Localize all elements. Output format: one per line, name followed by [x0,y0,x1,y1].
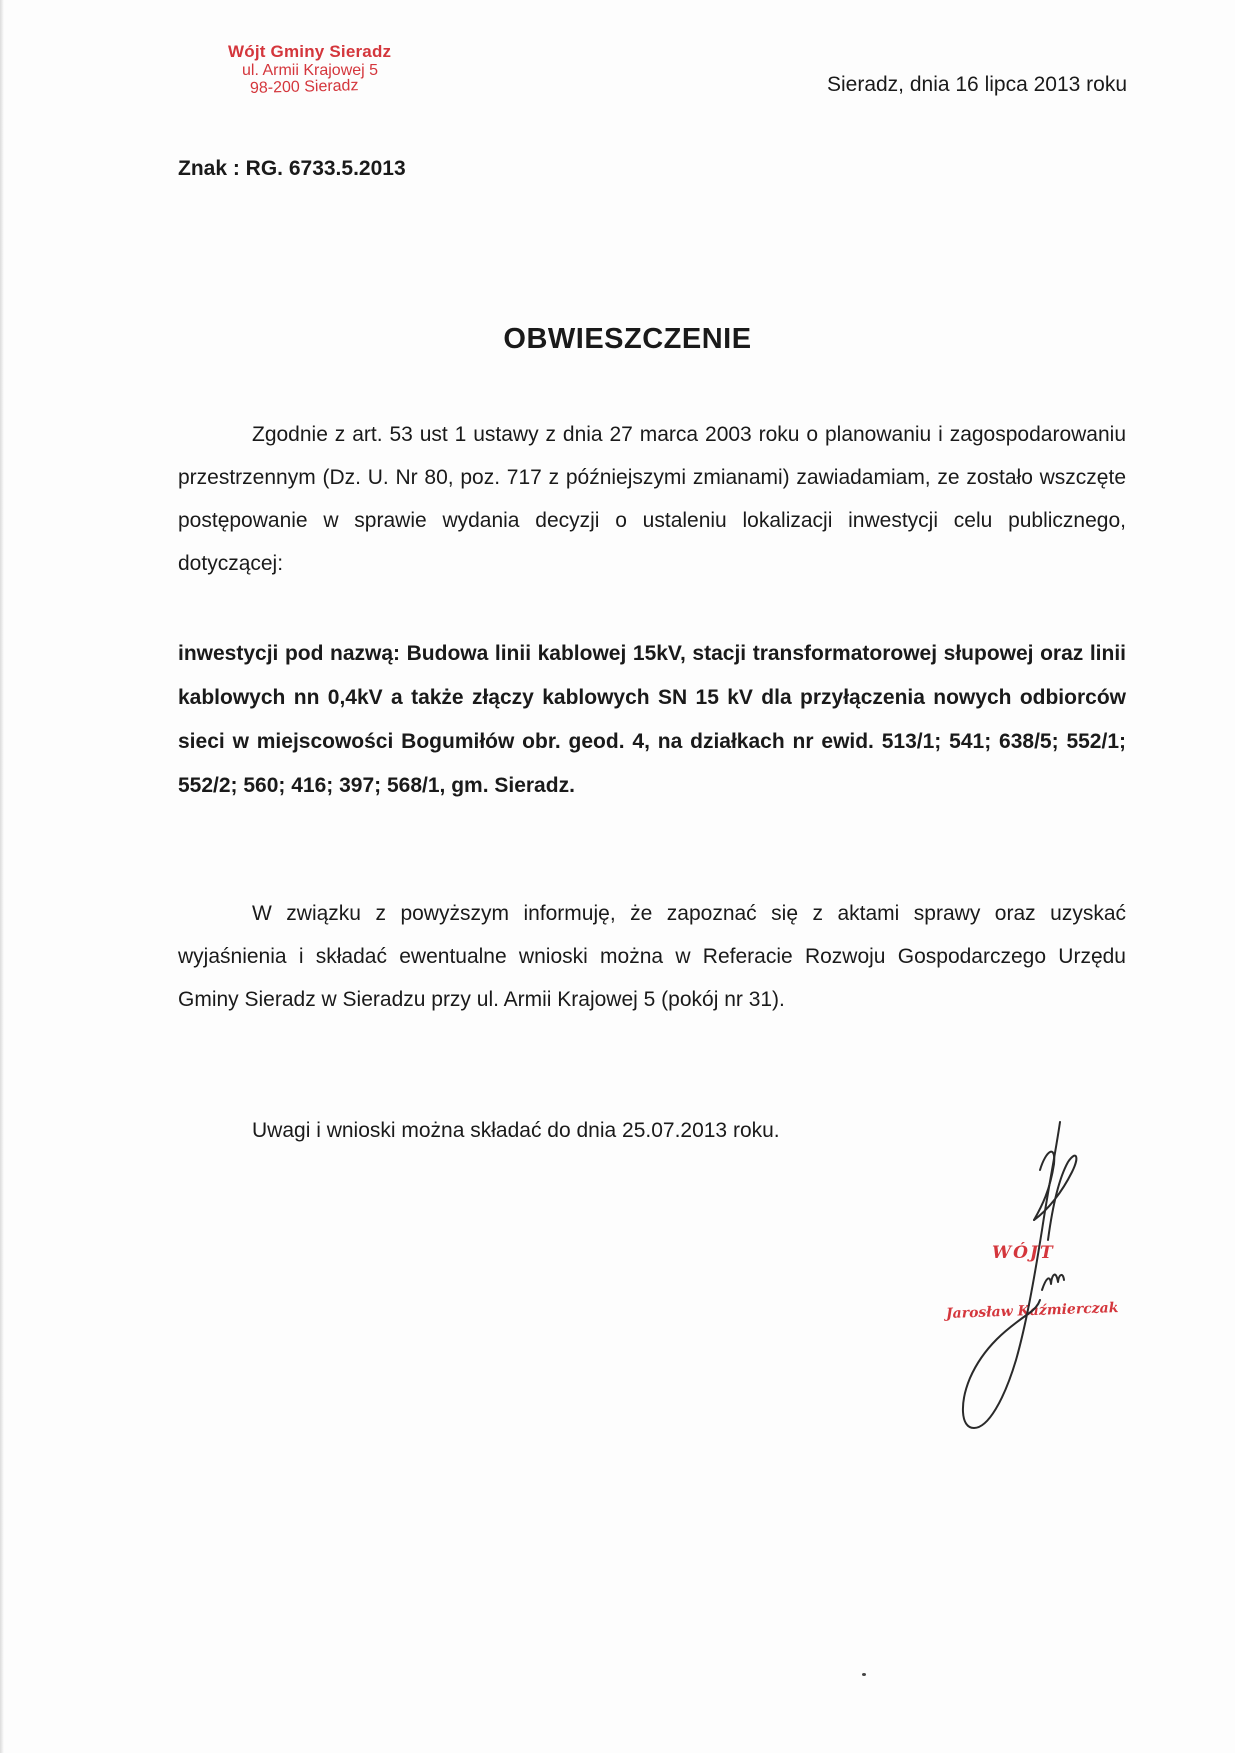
body-paragraph-investment: inwestycji pod nazwą: Budowa linii kablowej 15kV, stacji transformatorowej słupowej oraz linii kablowych nn 0,4kV a także złączy kablowych SN 15 kV dla przyłączenia nowych odbiorców sieci w miejscowości Bogumiłów obr. geod. 4, na działkach nr ewid. 513/1; 541; 638/5; 552/1; 552/2; 560; 416; 397; 568/1, gm. Sieradz. [178,642,1126,797]
seal-role: WÓJT [992,1243,1055,1263]
body-paragraph-deadline: Uwagi i wnioski można składać do dnia 25.07.2013 roku. [252,1119,780,1142]
body-paragraph-information: W związku z powyższym informuję, że zapoznać się z aktami sprawy oraz uzyskać wyjaśnienia i składać ewentualne wnioski można w Referacie Rozwoju Gospodarczego Urzędu Gminy Sieradz w Sieradzu przy ul. Armii Krajowej 5 (pokój nr 31). [178,902,1126,1011]
reference-number: Znak : RG. 6733.5.2013 [178,157,406,180]
stamp-line-postal: 98-200 Sieradz [249,77,359,97]
stamp-line-office: Wójt Gminy Sieradz [228,42,392,61]
signature-block [930,1110,1160,1440]
office-stamp [218,42,428,98]
handwritten-signature [930,1110,1160,1440]
document-date: Sieradz, dnia 16 lipca 2013 roku [826,73,1127,96]
body-paragraph-legal-basis: Zgodnie z art. 53 ust 1 ustawy z dnia 27 marca 2003 roku o planowaniu i zagospodarowaniu przestrzennym (Dz. U. Nr 80, poz. 717 z późniejszymi zmianami) zawiadamiam, ze zostało wszczęte postępowanie w sprawie wydania decyzji o ustaleniu lokalizacji inwestycji celu publicznego, dotyczącej: [178,423,1126,575]
stamp-line-street: ul. Armii Krajowej 5 [242,61,379,79]
scan-edge-shadow [0,0,4,1753]
document-title: OBWIESZCZENIE [503,323,752,355]
seal-name: Jarosław Kaźmierczak [945,1299,1119,1322]
scan-speck [862,1673,866,1676]
